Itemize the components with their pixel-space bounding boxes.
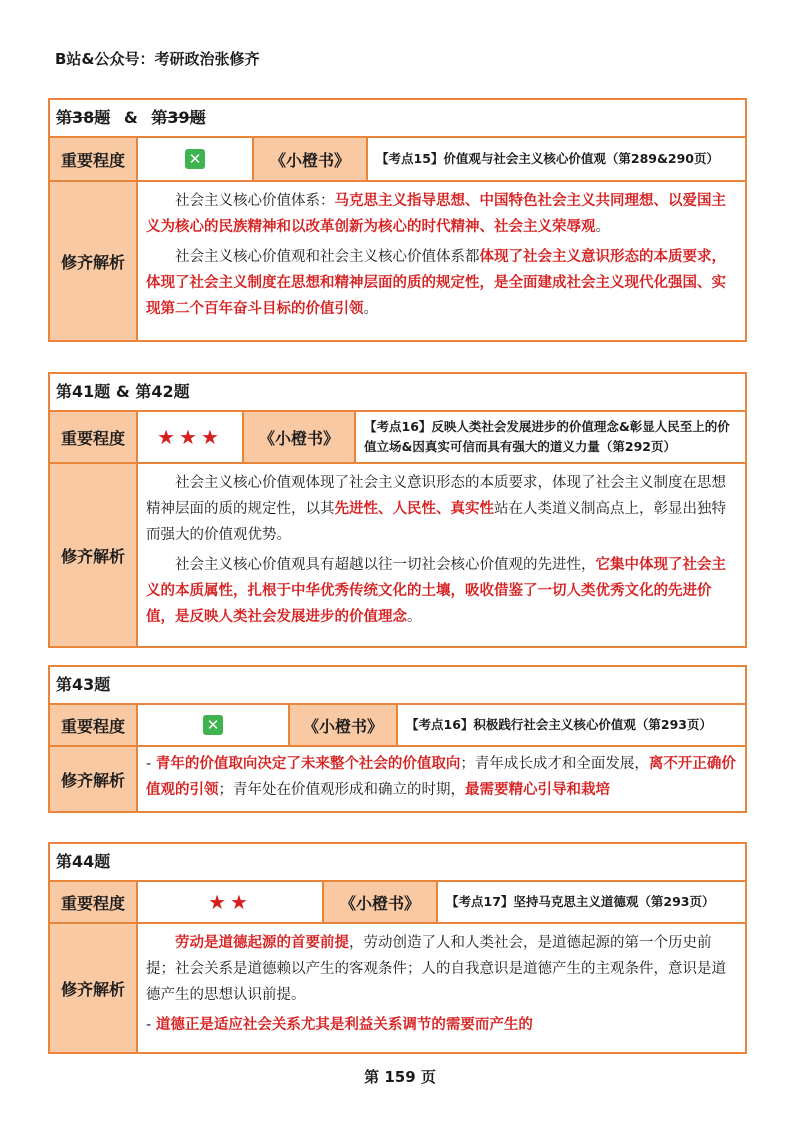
title-part-a: 第38题	[56, 108, 111, 127]
star-rating: ★★	[138, 882, 324, 922]
analysis-paragraph: 社会主义核心价值体系：马克思主义指导思想、中国特色社会主义共同理想、以爱国主义为核心的民族精神和以改革创新为核心的时代精神、社会主义荣辱观。	[146, 193, 726, 235]
analysis-label: 修齐解析	[50, 747, 138, 811]
book-name: 《小橙书》	[254, 138, 368, 180]
analysis-paragraph: 社会主义核心价值观具有超越以往一切社会核心价值观的先进性，它集中体现了社会主义的本质属性，扎根于中华优秀传统文化的土壤，吸收借鉴了一切人类优秀文化的先进价值，是反映人类社会发展进步的价值理念。	[146, 557, 726, 625]
analysis-label: 修齐解析	[50, 182, 138, 340]
analysis-body	[138, 182, 745, 340]
analysis-label: 修齐解析	[50, 924, 138, 1052]
card-title	[50, 100, 745, 138]
analysis-paragraph: 社会主义核心价值观体现了社会主义意识形态的本质要求，体现了社会主义制度在思想精神层面的质的规定性，以其先进性、人民性、真实性站在人类道义制高点上，彰显出独特而强大的价值观优势。	[146, 475, 726, 543]
analysis-body	[138, 464, 745, 646]
knowledge-point: 【考点17】坚持马克思主义道德观（第293页）	[446, 894, 715, 909]
star-rating: ★★★	[138, 412, 244, 462]
knowledge-point: 【考点15】价值观与社会主义核心价值观（第289&290页）	[376, 151, 719, 166]
question-card-44	[48, 842, 747, 1054]
question-card-38-39	[48, 98, 747, 342]
title-sep: &	[123, 108, 138, 127]
importance-rating	[138, 138, 254, 180]
card-title: 第44题	[50, 844, 745, 882]
x-box-icon: ✕	[203, 715, 223, 735]
knowledge-point: 【考点16】反映人类社会发展进步的价值理念&彰显人民至上的价值立场&因真实可信而具有强大的道义力量（第292页）	[364, 419, 730, 454]
knowledge-point: 【考点16】积极践行社会主义核心价值观（第293页）	[406, 717, 712, 732]
title-part-b: 第39题	[151, 108, 206, 127]
analysis-paragraph: - 道德正是适应社会关系尤其是利益关系调节的需要而产生的	[146, 1017, 533, 1033]
importance-rating	[138, 705, 290, 745]
analysis-body	[138, 924, 745, 1052]
book-name: 《小橙书》	[244, 412, 356, 462]
book-name: 《小橙书》	[324, 882, 438, 922]
analysis-paragraph: 劳动是道德起源的首要前提，劳动创造了人和人类社会，是道德起源的第一个历史前提；社会关系是道德赖以产生的客观条件；人的自我意识是道德产生的主观条件，意识是道德产生的思想认识前提。	[146, 935, 726, 1003]
analysis-body	[138, 747, 745, 811]
header-source: B站&公众号：考研政治张修齐	[55, 50, 260, 68]
analysis-label: 修齐解析	[50, 464, 138, 646]
importance-label: 重要程度	[50, 882, 138, 922]
book-name: 《小橙书》	[290, 705, 398, 745]
x-box-icon: ✕	[185, 149, 205, 169]
card-title: 第41题 & 第42题	[50, 374, 745, 412]
analysis-paragraph: - 青年的价值取向决定了未来整个社会的价值取向；青年成长成才和全面发展，离不开正确价值观的引领；青年处在价值观形成和确立的时期，最需要精心引导和栽培	[146, 756, 736, 798]
card-title: 第43题	[50, 667, 745, 705]
analysis-paragraph: 社会主义核心价值观和社会主义核心价值体系都体现了社会主义意识形态的本质要求，体现了社会主义制度在思想和精神层面的质的规定性，是全面建成社会主义现代化强国、实现第二个百年奋斗目标的价值引领。	[146, 249, 726, 317]
importance-label: 重要程度	[50, 705, 138, 745]
question-card-41-42	[48, 372, 747, 648]
page-number: 第 159 页	[364, 1068, 436, 1086]
importance-label: 重要程度	[50, 138, 138, 180]
question-card-43	[48, 665, 747, 813]
importance-label: 重要程度	[50, 412, 138, 462]
